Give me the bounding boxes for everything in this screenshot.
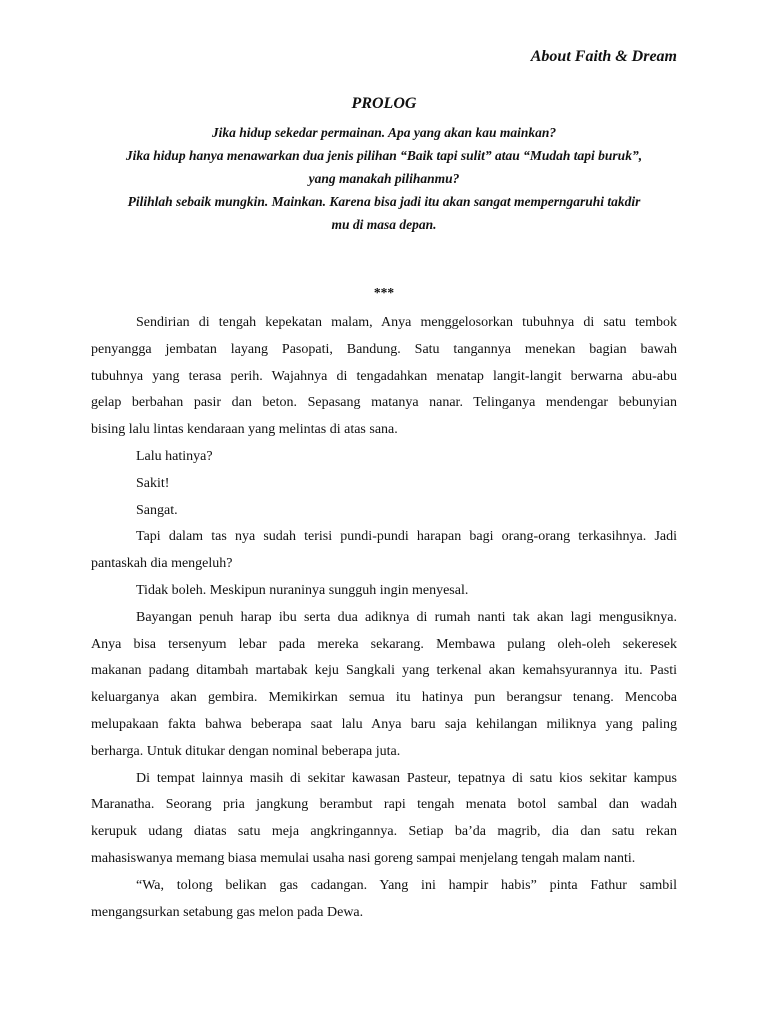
body-text <box>91 310 677 926</box>
running-header: About Faith & Dream <box>530 48 677 65</box>
paragraph-line: bising lalu lintas kendaraan yang melintas di atas sana. <box>91 422 398 438</box>
paragraph-line: Lalu hatinya? <box>136 448 213 464</box>
paragraph-line: “Wa, tolong belikan gas cadangan. Yang ini hampir habis” pinta Fathur sambil <box>136 877 677 893</box>
prolog-line: Pilihlah sebaik mungkin. Mainkan. Karena bisa jadi itu akan sangat memperngaruhi takdir <box>127 194 641 209</box>
paragraph-line: melupakaan fakta bahwa beberapa saat lalu Anya baru saja kehilangan miliknya yang paling <box>91 716 677 732</box>
paragraph-line: penyangga jembatan layang Pasopati, Bandung. Satu tangannya menekan bagian bawah <box>91 341 677 357</box>
section-separator: *** <box>373 285 395 300</box>
paragraph-line: makanan padang ditambah martabak keju Sangkali yang terkenal akan kemahsyurannya itu. Pasti <box>91 663 677 679</box>
paragraph-line: Di tempat lainnya masih di sekitar kawasan Pasteur, tepatnya di satu kios sekitar kampus <box>136 770 677 786</box>
paragraph-line: pantaskah dia mengeluh? <box>91 556 233 572</box>
prolog-section <box>91 94 677 236</box>
prolog-title: PROLOG <box>351 95 417 112</box>
paragraph-line: mengangsurkan setabung gas melon pada Dewa. <box>91 904 364 920</box>
paragraph-line: Maranatha. Seorang pria jangkung berambut rapi tengah menata botol sambal dan wadah <box>91 797 677 813</box>
paragraph-line: Sendirian di tengah kepekatan malam, Anya menggelosorkan tubuhnya di satu tembok <box>136 315 677 330</box>
paragraph-line: tubuhnya yang terasa perih. Wajahnya di tengadahkan menatap langit-langit berwarna abu-abu <box>91 368 677 384</box>
paragraph-line: Anya bisa tersenyum lebar pada mereka sekarang. Membawa pulang oleh-oleh sekeresek <box>91 636 677 652</box>
paragraph-line: kerupuk udang diatas satu meja angkringannya. Setiap ba’da magrib, dia dan satu rekan <box>91 824 677 840</box>
paragraph-line: Sangat. <box>136 502 178 518</box>
paragraph-line: Tapi dalam tas nya sudah terisi pundi-pundi harapan bagi orang-orang terkasihnya. Jadi <box>136 529 677 545</box>
paragraph-line: keluarganya akan gembira. Memikirkan semua itu hatinya pun berangsur tenang. Mencoba <box>91 690 677 706</box>
paragraph-line: berharga. Untuk ditukar dengan nominal beberapa juta. <box>91 743 401 759</box>
paragraph-line: Sakit! <box>136 475 170 491</box>
paragraph-line: mahasiswanya memang biasa memulai usaha nasi goreng sampai menjelang tengah malam nanti. <box>91 850 636 866</box>
prolog-line: Jika hidup hanya menawarkan dua jenis pilihan “Baik tapi sulit” atau “Mudah tapi buruk”, <box>125 148 643 163</box>
paragraph-line: Bayangan penuh harap ibu serta dua adiknya di rumah nanti tak akan lagi mengusiknya. <box>136 609 677 625</box>
paragraph-line: gelap berbahan pasir dan beton. Sepasang matanya nanar. Telinganya mendengar bebunyian <box>91 395 677 411</box>
paragraph-line: Tidak boleh. Meskipun nuraninya sungguh ingin menyesal. <box>136 582 469 598</box>
prolog-quote <box>91 121 677 236</box>
prolog-line: Jika hidup sekedar permainan. Apa yang akan kau mainkan? <box>211 125 557 140</box>
prolog-line: yang manakah pilihanmu? <box>308 171 460 186</box>
prolog-line: mu di masa depan. <box>331 217 437 232</box>
